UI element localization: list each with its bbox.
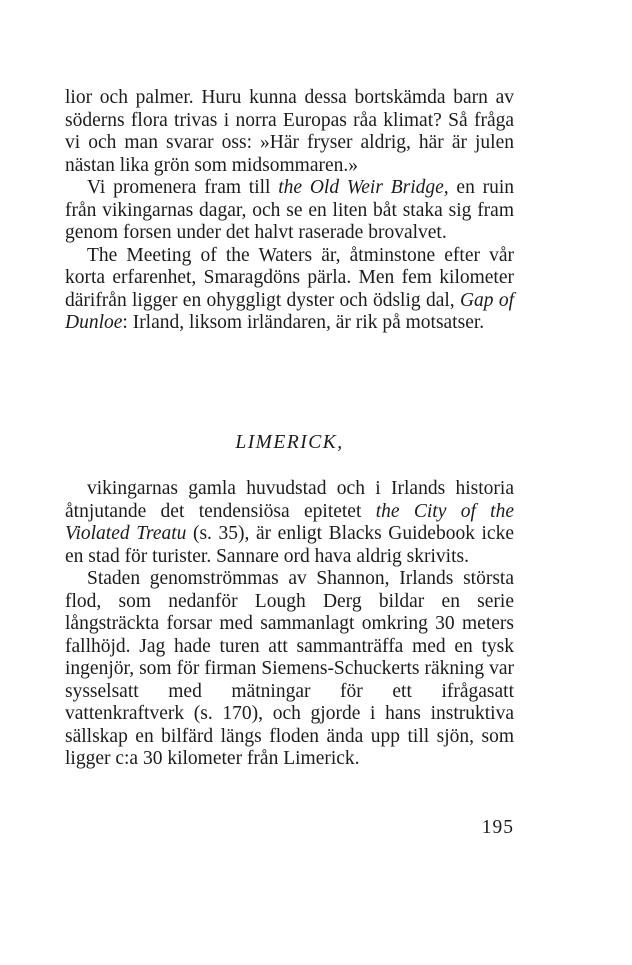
section-heading: LIMERICK, xyxy=(235,432,344,453)
paragraph-text: lior och palmer. Huru kunna dessa bortskämda barn av söderns flora trivas i norra Europas råa klimat? Så fråga vi och man svarar oss: »Här fryser aldrig, här är julen nästan lika grön som midsommaren.» xyxy=(65,87,514,176)
paragraph-text: (s. 35), är enligt Blacks Guidebook icke en stad för turister. Sannare ord hava aldrig skrivits. xyxy=(65,523,514,567)
italic-title: the Old Weir Bridge, xyxy=(278,177,449,198)
paragraph xyxy=(65,87,514,177)
italic-epithet: the City of the Violated Treatu xyxy=(65,500,515,544)
text-block-bottom xyxy=(65,478,514,771)
paragraph xyxy=(65,568,514,771)
paragraph-text: en ruin från vikingarnas dagar, och se en liten båt staka sig fram genom forsen under det halvt raserade brovalvet. xyxy=(65,177,514,243)
paragraph-text: : Irland, liksom irländaren, är rik på motsatser. xyxy=(122,312,485,333)
text-block-top xyxy=(65,87,514,335)
page-number: 195 xyxy=(481,817,514,838)
paragraph-text: vikingarnas gamla huvudstad och i Irlands historia åtnjutande det tendensiösa epitetet xyxy=(65,478,514,522)
paragraph xyxy=(65,478,514,568)
italic-place-name: Gap of Dunloe xyxy=(65,289,514,333)
paragraph xyxy=(65,245,514,335)
paragraph-text: Vi promenera fram till xyxy=(87,177,279,198)
paragraph xyxy=(65,177,514,245)
paragraph-text: Staden genomströmmas av Shannon, Irlands största flod, som nedanför Lough Derg bildar en serie långsträckta forsar med sammanlagt omkring 30 meters fallhöjd. Jag hade turen att sammanträffa med en tysk ingenjör, som för firman Siemens-Schuckerts räkning var sysselsatt med mätningar för ett ifrågasatt vattenkraftverk (s. 170), och gjorde i hans instruktiva sällskap en bilfärd längs floden ända upp till sjön, som ligger c:a 30 kilometer från Limerick. xyxy=(65,568,514,769)
paragraph-text: The Meeting of the Waters är, åtminstone efter vår korta erfarenhet, Smaragdöns pärla. Men fem kilometer därifrån ligger en ohyggligt dyster och ödslig dal, xyxy=(65,244,514,311)
